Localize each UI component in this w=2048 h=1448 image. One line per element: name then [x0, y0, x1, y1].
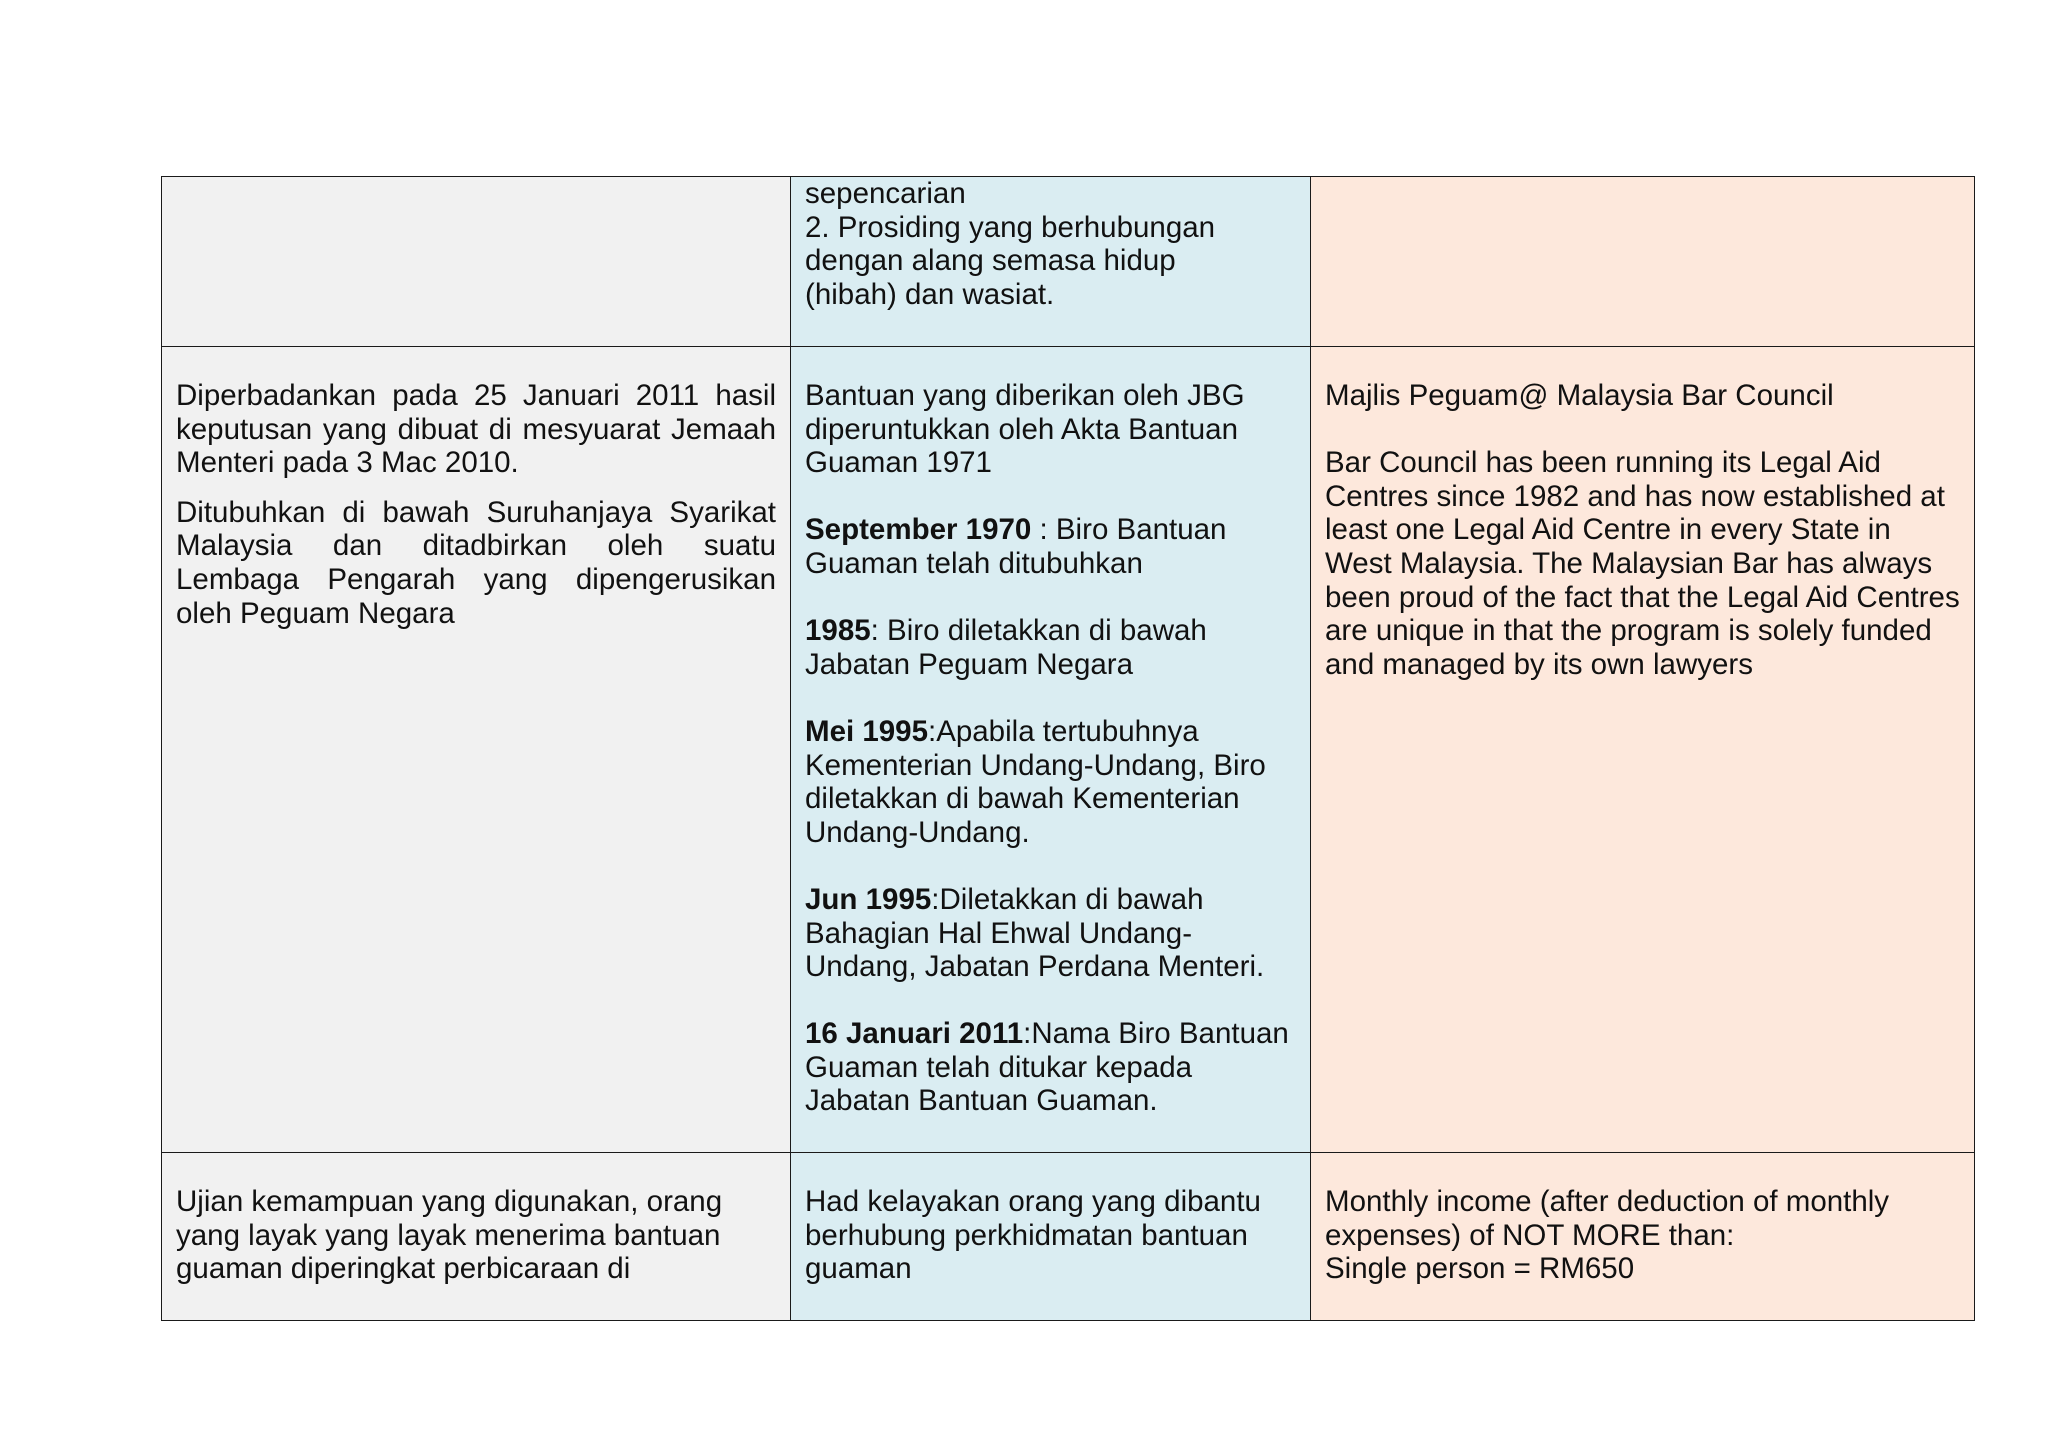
- table-cell-row3-col1: [162, 1153, 791, 1321]
- timeline-entry: [805, 715, 1296, 849]
- timeline-entry: [805, 883, 1296, 984]
- means-test-text: Ujian kemampuan yang digunakan, orang yang layak yang layak menerima bantuan guaman diperingkat perbicaraan di: [176, 1185, 723, 1286]
- monthly-income-text: Monthly income (after deduction of monthly expenses) of NOT MORE than:: [1325, 1185, 1890, 1252]
- timeline-text: : Biro diletakkan di bawah Jabatan Peguam Negara: [805, 614, 1207, 681]
- cell-text-line: (hibah) dan wasiat.: [805, 277, 1055, 311]
- table-row: [162, 1153, 1975, 1321]
- table-cell-row2-col3: [1311, 347, 1975, 1153]
- table-cell-row1-col1: [162, 177, 791, 347]
- table-row: [162, 177, 1975, 347]
- table-cell-row3-col2: [791, 1153, 1311, 1321]
- table-row: [162, 347, 1975, 1153]
- timeline-text: :Nama Biro Bantuan Guaman telah ditukar kepada Jabatan Bantuan Guaman.: [805, 1017, 1289, 1118]
- establishment-paragraph: Ditubuhkan di bawah Suruhanjaya Syarikat Malaysia dan ditadbirkan oleh suatu Lembaga Pengarah yang dipengerusikan oleh Peguam Negara: [176, 495, 776, 630]
- cell-text-line: 2. Prosiding yang berhubungan: [805, 210, 1216, 244]
- timeline-text: :Diletakkan di bawah Bahagian Hal Ehwal Undang-Undang, Jabatan Perdana Menteri.: [805, 882, 1265, 984]
- timeline-entry: [805, 614, 1296, 681]
- table-cell-row3-col3: [1311, 1153, 1975, 1321]
- cell-text-line: dengan alang semasa hidup: [805, 244, 1176, 278]
- cell-text-line: sepencarian: [805, 177, 966, 210]
- bar-council-heading: Majlis Peguam@ Malaysia Bar Council: [1325, 379, 1834, 412]
- timeline-date: September 1970: [805, 513, 1032, 547]
- legal-aid-comparison-table: [161, 176, 1975, 1321]
- timeline-date: 16 Januari 2011: [805, 1017, 1024, 1051]
- timeline-date: Jun 1995: [805, 882, 932, 916]
- table-cell-row1-col2: [791, 177, 1311, 347]
- table-cell-row1-col3: [1311, 177, 1975, 347]
- timeline-date: 1985: [805, 614, 871, 648]
- timeline-text: :Apabila tertubuhnya Kementerian Undang-Undang, Biro diletakkan di bawah Kementerian Undang-Undang.: [805, 714, 1266, 849]
- eligibility-text: Had kelayakan orang yang dibantu berhubung perkhidmatan bantuan guaman: [805, 1185, 1261, 1286]
- incorporation-paragraph: Diperbadankan pada 25 Januari 2011 hasil keputusan yang dibuat di mesyuarat Jemaah Menteri pada 3 Mac 2010.: [176, 379, 776, 480]
- timeline-entry: [805, 1017, 1296, 1118]
- bar-council-paragraph: Bar Council has been running its Legal Aid Centres since 1982 and has now established at least one Legal Aid Centre in every State in West Malaysia. The Malaysian Bar has always been proud of the fact that the Legal Aid Centres are unique in that the program is solely funded and managed by its own lawyers: [1325, 446, 1960, 681]
- table-cell-row2-col1: [162, 347, 791, 1153]
- table-cell-row2-col2: [791, 347, 1311, 1153]
- timeline-text: : Biro Bantuan Guaman telah ditubuhkan: [805, 513, 1227, 580]
- timeline-date: Mei 1995: [805, 714, 928, 748]
- jbg-intro-paragraph: Bantuan yang diberikan oleh JBG diperuntukkan oleh Akta Bantuan Guaman 1971: [805, 379, 1245, 480]
- single-person-limit-text: Single person = RM650: [1325, 1252, 1635, 1286]
- timeline-entry: [805, 513, 1296, 580]
